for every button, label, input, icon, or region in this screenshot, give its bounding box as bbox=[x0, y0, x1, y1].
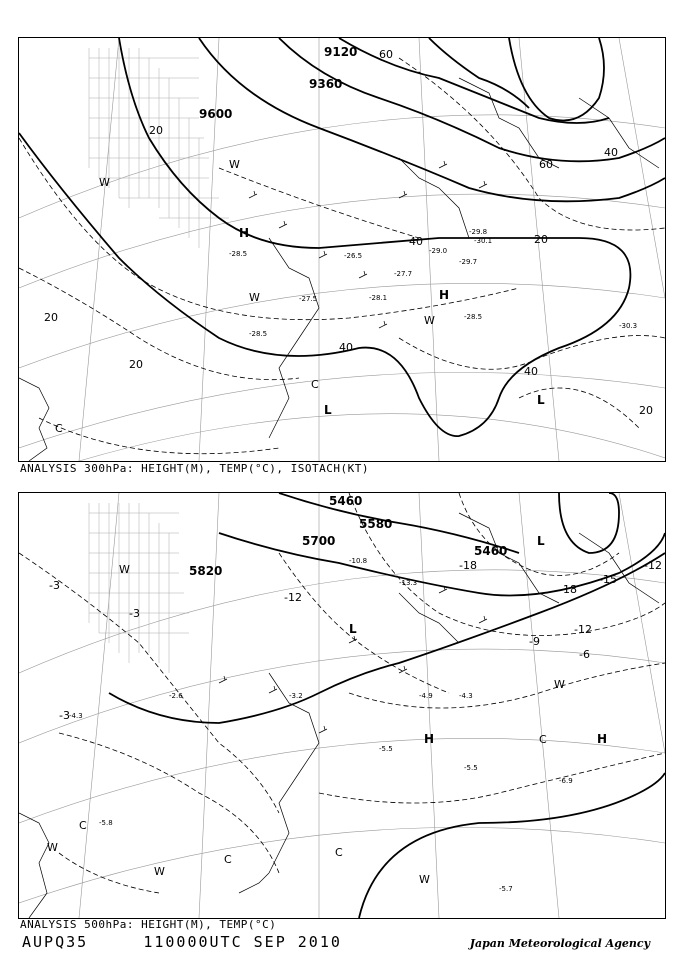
warm-center: W bbox=[154, 865, 165, 878]
temp-label: -27.7 bbox=[394, 270, 413, 278]
height-contours bbox=[109, 493, 665, 918]
graticule bbox=[19, 38, 665, 461]
warm-center: W bbox=[99, 176, 110, 189]
low-center: L bbox=[537, 534, 545, 548]
valid-time: 110000UTC SEP 2010 bbox=[143, 933, 342, 951]
temp-label: -27.5 bbox=[299, 295, 318, 303]
low-center: L bbox=[349, 622, 357, 636]
temp-label: -4.3 bbox=[69, 712, 83, 720]
warm-center: W bbox=[229, 158, 240, 171]
isotherm-label: -3 bbox=[59, 709, 70, 722]
temp-label: -5.8 bbox=[99, 819, 113, 827]
warm-center: W bbox=[554, 678, 565, 691]
height-label: 5460 bbox=[329, 494, 363, 508]
height-label: 9360 bbox=[309, 77, 343, 91]
isotach-label: 60 bbox=[379, 48, 393, 61]
map-300hpa bbox=[18, 37, 666, 462]
temp-label: -30.3 bbox=[619, 322, 638, 330]
height-label: 5820 bbox=[189, 564, 223, 578]
isotach-label: 20 bbox=[129, 358, 143, 371]
low-center: L bbox=[537, 393, 545, 407]
hatched-region bbox=[89, 48, 229, 248]
high-center: H bbox=[239, 226, 250, 240]
low-center: L bbox=[324, 403, 332, 417]
isotach-label: 20 bbox=[639, 404, 653, 417]
temp-label: -10.8 bbox=[349, 557, 368, 565]
cold-center: C bbox=[55, 422, 63, 435]
isotherm-label: -6 bbox=[579, 648, 590, 661]
cold-center: C bbox=[224, 853, 232, 866]
temp-label: -3.2 bbox=[289, 692, 303, 700]
temp-label: -30.1 bbox=[474, 237, 493, 245]
temp-label: -28.5 bbox=[464, 313, 483, 321]
map-300hpa-caption: ANALYSIS 300hPa: HEIGHT(M), TEMP(°C), ISOTACH(KT) bbox=[20, 462, 370, 475]
warm-center: W bbox=[119, 563, 130, 576]
isotherm-label: -3 bbox=[49, 579, 60, 592]
isotherm-label: -18 bbox=[459, 559, 477, 572]
temp-label: -29.8 bbox=[469, 228, 488, 236]
temp-label: -28.5 bbox=[229, 250, 248, 258]
isotach-label: 20 bbox=[534, 233, 548, 246]
isotherm-label: -18 bbox=[559, 583, 577, 596]
height-label: 5460 bbox=[474, 544, 508, 558]
map-500hpa-svg bbox=[19, 493, 665, 918]
warm-center: W bbox=[424, 314, 435, 327]
isotherm-label: -3 bbox=[129, 607, 140, 620]
cold-center: C bbox=[539, 733, 547, 746]
temp-label: -6.9 bbox=[559, 777, 573, 785]
temp-label: -28.5 bbox=[249, 330, 268, 338]
cold-center: C bbox=[311, 378, 319, 391]
temp-label: -5.5 bbox=[464, 764, 478, 772]
temp-label: -29.7 bbox=[459, 258, 478, 266]
isotherm-label: -9 bbox=[529, 635, 540, 648]
temp-label: -2.6 bbox=[169, 692, 183, 700]
hatched-region bbox=[89, 503, 189, 673]
high-center: H bbox=[424, 732, 435, 746]
isotach-label: 60 bbox=[539, 158, 553, 171]
temp-label: -4.9 bbox=[419, 692, 433, 700]
temp-label: -13.3 bbox=[399, 579, 418, 587]
temp-label: -5.7 bbox=[499, 885, 513, 893]
wind-barbs bbox=[219, 586, 487, 733]
temp-label: -28.1 bbox=[369, 294, 388, 302]
warm-center: W bbox=[419, 873, 430, 886]
height-label: 5580 bbox=[359, 517, 393, 531]
high-center: H bbox=[597, 732, 608, 746]
isotherm-label: -12 bbox=[644, 559, 662, 572]
isotach-label: 20 bbox=[44, 311, 58, 324]
isotherm-label: -12 bbox=[284, 591, 302, 604]
map-300hpa-svg bbox=[19, 38, 665, 461]
map-500hpa bbox=[18, 492, 666, 919]
agency-label: Japan Meteorological Agency bbox=[469, 937, 650, 950]
height-label: 9600 bbox=[199, 107, 233, 121]
warm-center: W bbox=[47, 841, 58, 854]
temp-label: -5.5 bbox=[379, 745, 393, 753]
chart-id-line bbox=[22, 933, 342, 951]
temp-label: -29.0 bbox=[429, 247, 448, 255]
isotach-label: 40 bbox=[604, 146, 618, 159]
isotach-label: 40 bbox=[339, 341, 353, 354]
cold-center: C bbox=[79, 819, 87, 832]
chart-id: AUPQ35 bbox=[22, 933, 89, 951]
isotach-label: 20 bbox=[149, 124, 163, 137]
height-label: 5700 bbox=[302, 534, 336, 548]
isotach-label: 40 bbox=[409, 235, 423, 248]
height-label: 9120 bbox=[324, 45, 358, 59]
isotherm-label: -15 bbox=[599, 573, 617, 586]
map-500hpa-caption: ANALYSIS 500hPa: HEIGHT(M), TEMP(°C) bbox=[20, 918, 277, 931]
cold-center: C bbox=[335, 846, 343, 859]
temp-label: -4.3 bbox=[459, 692, 473, 700]
isotherm-label: -12 bbox=[574, 623, 592, 636]
isotach-label: 40 bbox=[524, 365, 538, 378]
warm-center: W bbox=[249, 291, 260, 304]
high-center: H bbox=[439, 288, 450, 302]
temp-label: -26.5 bbox=[344, 252, 363, 260]
